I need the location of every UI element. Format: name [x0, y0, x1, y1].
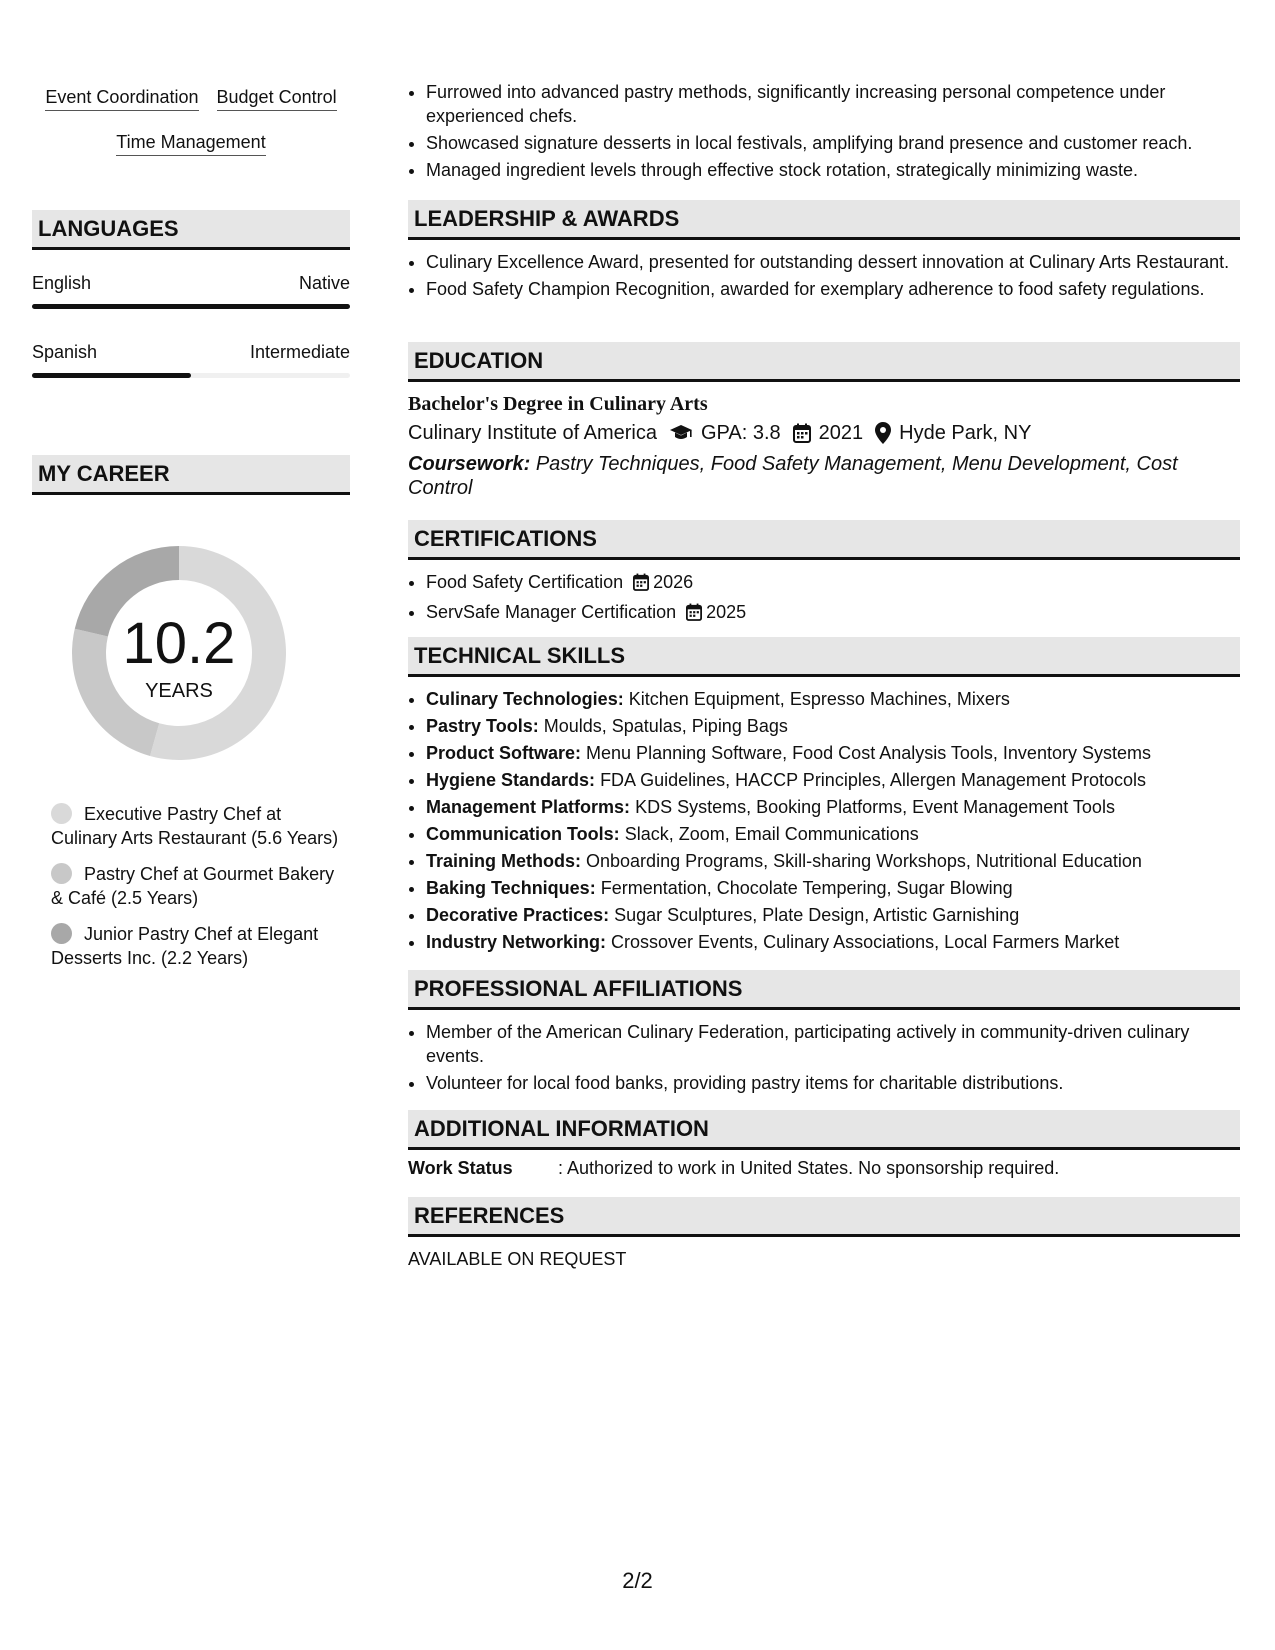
- coursework: [408, 452, 1240, 500]
- language-spanish: [32, 341, 350, 378]
- technical-skill-item: [426, 822, 1240, 846]
- skill-value: Moulds, Spatulas, Piping Bags: [543, 716, 788, 736]
- skill-tag-row: [32, 131, 350, 156]
- calendar-icon: [686, 603, 702, 627]
- work-status-label: Work Status: [408, 1158, 513, 1178]
- career-item: [51, 802, 341, 850]
- technical-skill-item: [426, 876, 1240, 900]
- location-pin-icon: [875, 422, 891, 444]
- career-dot-icon: [51, 863, 72, 884]
- career-item-text: Junior Pastry Chef at Elegant Desserts Inc. (2.2 Years): [51, 924, 319, 968]
- affiliation-item: • Member of the American Culinary Federation, participating actively in community-driven culinary events.: [426, 1020, 1240, 1068]
- leadership-section: [408, 200, 1240, 304]
- language-proficiency-bar: [32, 373, 350, 378]
- language-proficiency-bar: [32, 304, 350, 309]
- career-total-years: 10.2: [122, 611, 236, 676]
- technical-skill-item: [426, 930, 1240, 954]
- award-item: • Culinary Excellence Award, presented for outstanding dessert innovation at Culinary Arts Restaurant.: [426, 250, 1240, 274]
- references-text: AVAILABLE ON REQUEST: [408, 1249, 627, 1269]
- skill-value: FDA Guidelines, HACCP Principles, Allergen Management Protocols: [600, 770, 1146, 790]
- certification-item: [426, 570, 1240, 597]
- degree-title: Bachelor's Degree in Culinary Arts: [408, 393, 708, 415]
- skill-value: Sugar Sculptures, Plate Design, Artistic Garnishing: [614, 905, 1020, 925]
- work-status-row: [408, 1156, 1240, 1180]
- school-location: Hyde Park, NY: [899, 422, 1032, 444]
- school-name: Culinary Institute of America: [408, 422, 657, 444]
- certification-name: Food Safety Certification: [426, 572, 624, 592]
- language-proficiency-fill: [32, 373, 191, 378]
- certifications-heading: CERTIFICATIONS: [408, 520, 1240, 560]
- affiliations-section: [408, 970, 1240, 1098]
- language-name: Spanish: [32, 342, 98, 362]
- certification-name: ServSafe Manager Certification: [426, 602, 677, 622]
- career-item: [51, 922, 341, 970]
- leadership-heading: LEADERSHIP & AWARDS: [408, 200, 1240, 240]
- technical-skill-item: [426, 768, 1240, 792]
- skill-label: Communication Tools:: [426, 824, 620, 844]
- education-heading: EDUCATION: [408, 342, 1240, 382]
- skill-label: Culinary Technologies:: [426, 689, 624, 709]
- technical-skills-heading: TECHNICAL SKILLS: [408, 637, 1240, 677]
- page-number: 2/2: [622, 1568, 653, 1593]
- skill-tags: [32, 86, 350, 176]
- languages-heading: LANGUAGES: [32, 210, 350, 250]
- skill-value: Slack, Zoom, Email Communications: [624, 824, 919, 844]
- technical-skill-item: [426, 795, 1240, 819]
- additional-info-heading: ADDITIONAL INFORMATION: [408, 1110, 1240, 1150]
- career-donut-chart: [66, 540, 292, 766]
- work-status-value: : Authorized to work in United States. No sponsorship required.: [558, 1158, 1060, 1178]
- language-level: Intermediate: [249, 342, 350, 362]
- experience-bullet: • Managed ingredient levels through effective stock rotation, strategically minimizing waste.: [426, 158, 1240, 182]
- skill-value: Kitchen Equipment, Espresso Machines, Mixers: [628, 689, 1010, 709]
- skill-value: Onboarding Programs, Skill-sharing Workshops, Nutritional Education: [586, 851, 1142, 871]
- references-heading: REFERENCES: [408, 1197, 1240, 1237]
- affiliations-list: [408, 1020, 1240, 1095]
- technical-skill-item: [426, 903, 1240, 927]
- experience-bullet: • Showcased signature desserts in local festivals, amplifying brand presence and customer reach.: [426, 131, 1240, 155]
- career-item-text: Pastry Chef at Gourmet Bakery & Café (2.5 Years): [51, 864, 335, 908]
- skill-tag-row: [32, 86, 350, 111]
- certifications-list: [408, 570, 1240, 627]
- coursework-value: Pastry Techniques, Food Safety Management, Menu Development, Cost Control: [408, 453, 1178, 499]
- career-dot-icon: [51, 803, 72, 824]
- career-item: [51, 862, 341, 910]
- experience-bullet: • Furrowed into advanced pastry methods, significantly increasing personal competence under experienced chefs.: [426, 80, 1240, 128]
- skill-tag: Time Management: [116, 131, 265, 156]
- education-meta: [408, 418, 1240, 448]
- skill-tag: Budget Control: [217, 86, 337, 111]
- skill-label: Training Methods:: [426, 851, 581, 871]
- certification-year: 2025: [706, 602, 747, 622]
- skill-tag: Event Coordination: [45, 86, 198, 111]
- graduation-year: 2021: [818, 422, 864, 444]
- career-years-unit: YEARS: [145, 680, 213, 702]
- career-list: [51, 802, 341, 982]
- affiliation-item: • Volunteer for local food banks, providing pastry items for charitable distributions.: [426, 1071, 1240, 1095]
- award-item: • Food Safety Champion Recognition, awarded for exemplary adherence to food safety regulations.: [426, 277, 1240, 301]
- skill-label: Pastry Tools:: [426, 716, 539, 736]
- certifications-section: [408, 520, 1240, 630]
- career-dot-icon: [51, 923, 72, 944]
- skill-value: Crossover Events, Culinary Associations, Local Farmers Market: [611, 932, 1120, 952]
- calendar-icon: [793, 423, 811, 443]
- skill-label: Product Software:: [426, 743, 582, 763]
- technical-skills-section: [408, 637, 1240, 957]
- skill-label: Decorative Practices:: [426, 905, 610, 925]
- calendar-icon: [633, 573, 649, 597]
- technical-skill-item: [426, 849, 1240, 873]
- language-english: [32, 272, 350, 309]
- language-name: English: [32, 273, 92, 293]
- references-section: [408, 1197, 1240, 1271]
- skill-label: Industry Networking:: [426, 932, 607, 952]
- graduation-cap-icon: [669, 424, 693, 442]
- career-heading: MY CAREER: [32, 455, 350, 495]
- leadership-list: [408, 250, 1240, 301]
- certification-year: 2026: [653, 572, 694, 592]
- language-proficiency-fill: [32, 304, 350, 309]
- experience-bullets: [408, 80, 1240, 185]
- skill-label: Hygiene Standards:: [426, 770, 596, 790]
- skill-value: Fermentation, Chocolate Tempering, Sugar Blowing: [600, 878, 1013, 898]
- technical-skill-item: [426, 687, 1240, 711]
- skill-label: Baking Techniques:: [426, 878, 596, 898]
- coursework-label: Coursework:: [408, 453, 531, 475]
- skill-value: Menu Planning Software, Food Cost Analysis Tools, Inventory Systems: [586, 743, 1151, 763]
- technical-skills-list: [408, 687, 1240, 954]
- language-level: Native: [298, 273, 350, 293]
- additional-info-section: [408, 1110, 1240, 1180]
- skill-value: KDS Systems, Booking Platforms, Event Management Tools: [635, 797, 1115, 817]
- education-section: [408, 342, 1240, 500]
- gpa: GPA: 3.8: [701, 422, 781, 444]
- certification-item: [426, 600, 1240, 627]
- affiliations-heading: PROFESSIONAL AFFILIATIONS: [408, 970, 1240, 1010]
- technical-skill-item: [426, 714, 1240, 738]
- technical-skill-item: [426, 741, 1240, 765]
- skill-label: Management Platforms:: [426, 797, 631, 817]
- career-item-text: Executive Pastry Chef at Culinary Arts Restaurant (5.6 Years): [51, 804, 339, 848]
